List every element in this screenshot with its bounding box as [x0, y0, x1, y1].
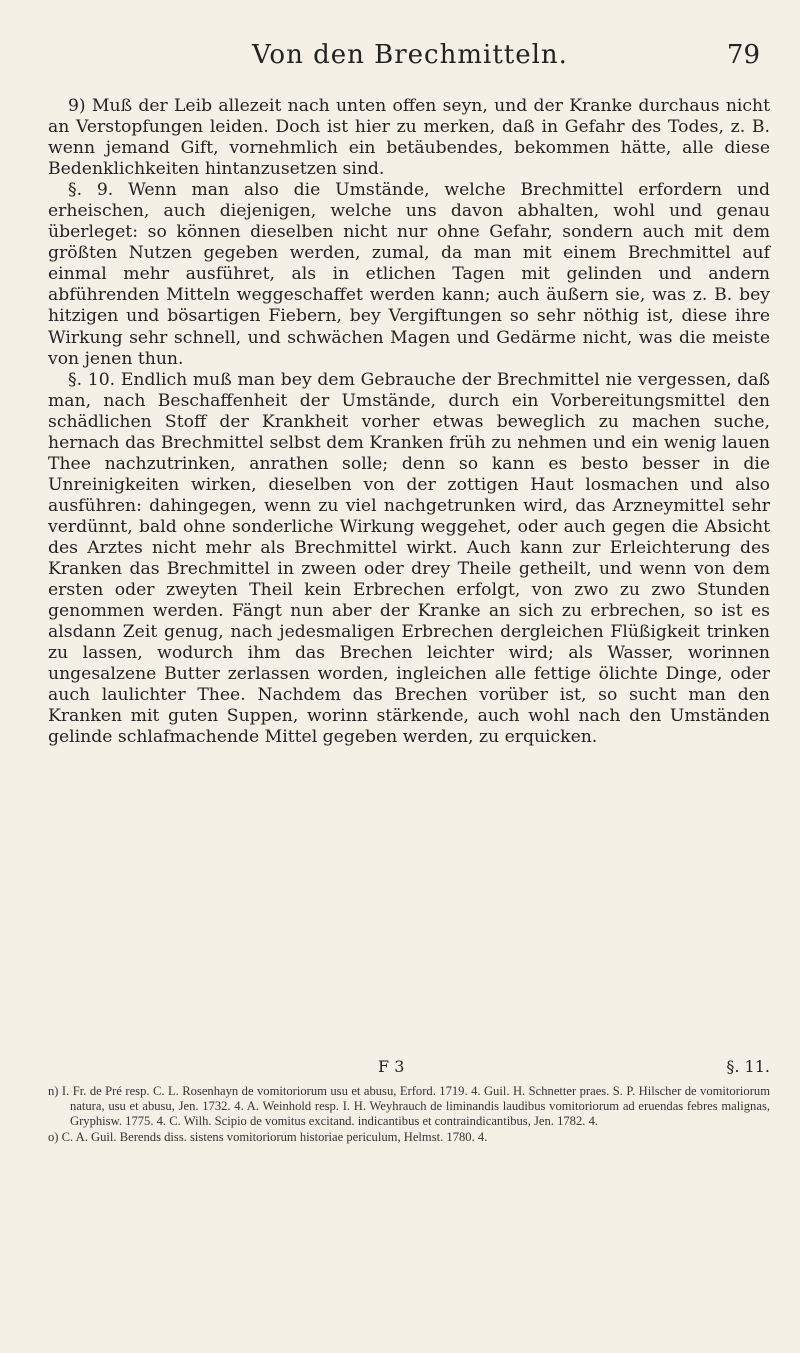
catchword: §. 11.	[726, 1057, 770, 1076]
section-10-paragraph: §. 10. Endlich muß man bey dem Gebrauche der Brechmittel nie vergessen, daß man, nach Beschaffenheit der Umstände, durch ein Vorbereitungsmittel den schädlichen Stoff der Krankheit vorher etwas beweglich zu machen suche, hernach das Brechmittel selbst dem Kranken früh zu nehmen und ein wenig lauen Thee nachzutrinken, anrathen solle; denn so kann es besto besser in die Unreinigkeiten wirken, dieselben von der zottigen Haut losmachen und also ausführen: dahingegen, wenn zu viel nachgetrunken wird, das Arzneymittel sehr verdünnt, bald ohne sonderliche Wirkung weggehet, oder auch gegen die Absicht des Arztes nicht mehr als Brechmittel wirkt. Auch kann zur Erleichterung des Kranken das Brechmittel in zween oder drey Theile getheilt, und wenn von dem ersten oder zweyten Theil kein Erbrechen erfolgt, von zwo zu zwo Stunden genommen werden. Fängt nun aber der Kranke an sich zu erbrechen, so ist es alsdann Zeit genug, nach jedesmaligen Erbrechen dergleichen Flüßigkeit trinken zu lassen, wodurch ihm das Brechen leichter wird; als Wasser, worinnen ungesalzene Butter zerlassen worden, ingleichen alle fettige ölichte Dinge, oder auch laulichter Thee. Nachdem das Brechen vorüber ist, so sucht man den Kranken mit guten Suppen, worinn stärkende, auch wohl nach den Umständen gelinde schlafmachende Mittel gegeben werden, zu erquicken.	[48, 369, 770, 748]
page-foot-line	[48, 1057, 770, 1079]
running-title: Von den Brechmitteln.	[252, 40, 568, 70]
section-9-paragraph: §. 9. Wenn man also die Umstände, welche Brechmittel erfordern und erheischen, auch diejenigen, welche uns davon abhalten, wohl und genau überleget: so können dieselben nicht nur ohne Gefahr, sondern auch mit dem größten Nutzen gegeben werden, zumal, da man mit einem Brechmittel auf einmal mehr ausführet, als in etlichen Tagen mit gelinden und andern abführenden Mitteln weggeschaffet werden kann; auch äußern sie, was z. B. bey hitzigen und bösartigen Fiebern, bey Vergiftungen so sehr nöthig ist, diese ihre Wirkung sehr schnell, und schwächen Magen und Gedärme nicht, was die meiste von jenen thun.	[48, 180, 770, 369]
footnote-n: n) I. Fr. de Pré resp. C. L. Rosenhayn de vomitoriorum usu et abusu, Erford. 1719. 4. Guil. H. Schnetter praes. S. P. Hilscher de vomitoriorum natura, usu et abusu, Jen. 1732. 4. A. Weinhold resp. I. H. Weyhrauch de liminandis laudibus vomitoriorum ad eruendas febres malignas, Gryphisw. 1775. 4. C. Wilh. Scipio de vomitus excitand. indicantibus et contraindicantibus, Jen. 1782. 4.	[48, 1084, 770, 1128]
body-text	[48, 96, 770, 748]
footnotes	[48, 1084, 770, 1146]
footnote-o: o) C. A. Guil. Berends diss. sistens vomitoriorum historiae periculum, Helmst. 1780. 4.	[48, 1129, 488, 1144]
page-header	[60, 40, 760, 80]
paragraph-item-9: 9) Muß der Leib allezeit nach unten offen seyn, und der Kranke durchaus nicht an Verstopfungen leiden. Doch ist hier zu merken, daß in Gefahr des Todes, z. B. wenn jemand Gift, vornehmlich ein betäubendes, bekommen hätte, alle diese Bedenklichkeiten hintanzusetzen sind.	[48, 96, 770, 180]
page-number: 79	[726, 40, 760, 70]
printer-signature: F 3	[378, 1057, 405, 1076]
